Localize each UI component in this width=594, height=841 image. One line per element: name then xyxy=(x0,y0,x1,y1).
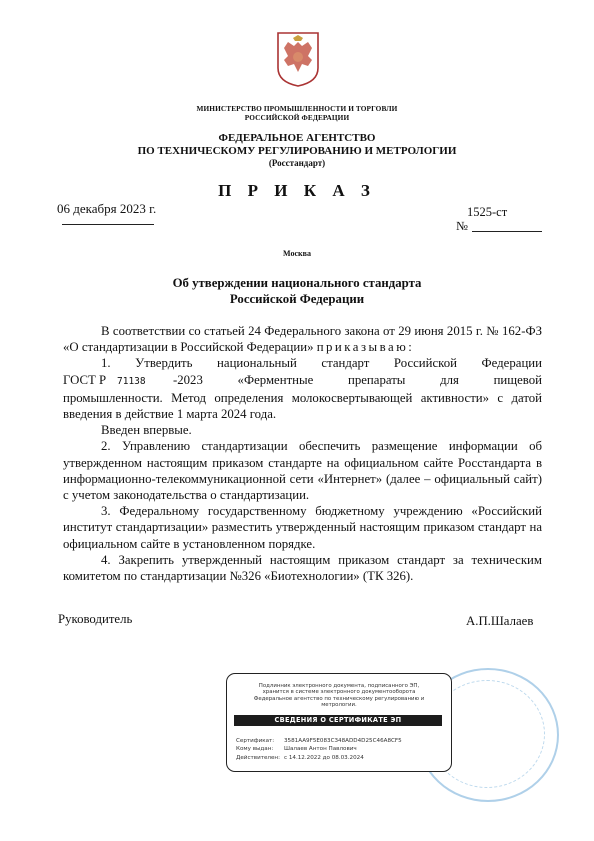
order-body xyxy=(63,323,542,584)
gost-title-start: -2023 «Ферментные препараты для пищевой xyxy=(173,372,542,387)
paragraph-item-1-rest: промышленности. Метод определения молокосвертывающей активности» с датой введения в действие 1 марта 2024 года. xyxy=(63,390,542,422)
date-underline xyxy=(62,224,154,225)
agency-name xyxy=(0,132,594,170)
paragraph-item-3: 3. Федеральному государственному бюджетному учреждению «Российский институт стандартизации» разместить утвержденный настоящим приказом стандарт на официальном сайте в установленном порядке. xyxy=(63,504,542,551)
certificate-row-id xyxy=(236,737,402,745)
preamble-text: В соответствии со статьей 24 Федерального закона от 29 июня 2015 г. № 162-ФЗ «О стандартизации в Российской Федерации» xyxy=(63,324,542,355)
city: Москва xyxy=(283,249,311,258)
paragraph-preamble xyxy=(63,323,542,355)
order-heading xyxy=(0,275,594,307)
paragraph-note: Введен впервые. xyxy=(101,423,192,438)
paragraph-item-4: 4. Закрепить утвержденный настоящим приказом стандарт за техническим комитетом по стандартизации №326 «Биотехнологии» (ТК 326). xyxy=(63,552,542,584)
certificate-row-validity xyxy=(236,754,402,762)
certificate-note-line-1: Подлинник электронного документа, подписанного ЭП, xyxy=(258,683,420,689)
heading-line-1: Об утверждении национального стандарта xyxy=(172,276,422,290)
gost-number: 71138 xyxy=(117,375,146,387)
signer-name: А.П.Шалаев xyxy=(466,614,534,628)
certificate-validity-label: Действителен: xyxy=(236,754,280,761)
certificate-note-line-2: хранится в системе электронного документооборота xyxy=(262,689,416,696)
agency-short-name: (Росстандарт) xyxy=(268,158,326,168)
agency-line-2: ПО ТЕХНИЧЕСКОМУ РЕГУЛИРОВАНИЮ И МЕТРОЛОГИИ xyxy=(137,144,457,157)
order-verb: приказываю: xyxy=(316,340,415,355)
certificate-id-value: 3581AA9F5E083C348ADD4D25C46A8CF5 xyxy=(284,738,402,744)
order-number: 1525-ст xyxy=(467,205,508,219)
certificate-owner-value: Шалаев Антон Павлович xyxy=(284,746,357,753)
coat-of-arms-icon xyxy=(275,30,321,88)
paragraph-item-2: 2. Управлению стандартизации обеспечить размещение информации об утвержденном настоящим приказом стандарте на официальном сайте Росстандарта в информационно-телекоммуникационной сети «Интернет» (далее – официальный сайт) с учетом законодательства о стандартизации. xyxy=(63,439,542,503)
agency-line-1: ФЕДЕРАЛЬНОЕ АГЕНТСТВО xyxy=(218,132,376,144)
certificate-note-line-4: метрологии. xyxy=(321,702,357,709)
ministry-name xyxy=(0,104,594,122)
heading-line-2: Российской Федерации xyxy=(229,292,365,306)
document-type-title: П Р И К А З xyxy=(218,181,376,200)
ministry-line-2: РОССИЙСКОЙ ФЕДЕРАЦИИ xyxy=(244,113,350,122)
signer-role: Руководитель xyxy=(58,612,133,626)
certificate-validity-value: с 14.12.2022 до 08.03.2024 xyxy=(284,754,364,761)
signature-certificate-box xyxy=(226,673,452,772)
certificate-id-label: Сертификат: xyxy=(236,738,275,744)
gost-row xyxy=(63,372,542,390)
number-underline xyxy=(472,231,542,232)
ministry-line-1: МИНИСТЕРСТВО ПРОМЫШЛЕННОСТИ И ТОРГОВЛИ xyxy=(196,104,398,113)
certificate-details xyxy=(236,737,402,762)
certificate-owner-label: Кому выдан: xyxy=(236,746,274,753)
certificate-row-owner xyxy=(236,745,402,753)
gost-prefix: ГОСТ Р xyxy=(63,372,107,387)
order-date: 06 декабря 2023 г. xyxy=(57,201,157,216)
paragraph-item-1-start: 1. Утвердить национальный стандарт Российской Федерации xyxy=(101,356,542,371)
certificate-note-line-3: Федеральное агентство по техническому регулированию и xyxy=(253,695,425,702)
certificate-note xyxy=(235,683,443,709)
number-sign: № xyxy=(456,219,468,233)
certificate-title-bar: СВЕДЕНИЯ О СЕРТИФИКАТЕ ЭП xyxy=(234,715,442,726)
